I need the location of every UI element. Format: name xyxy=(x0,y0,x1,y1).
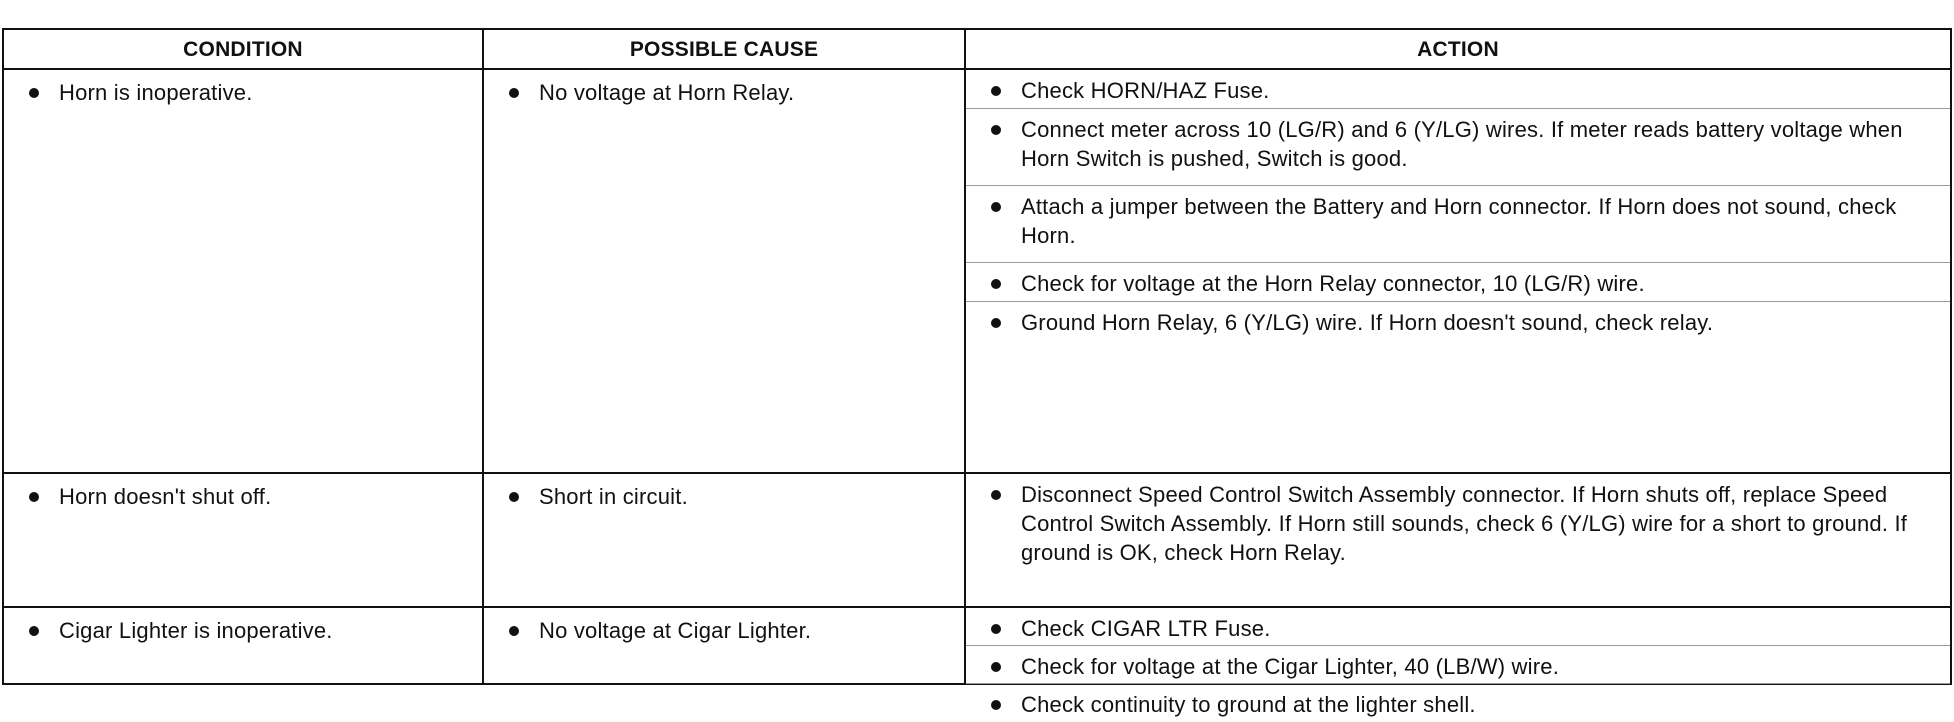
action-text: Check HORN/HAZ Fuse. xyxy=(1021,78,1270,103)
condition-text: Horn is inoperative. xyxy=(59,80,253,105)
list-item xyxy=(966,302,1950,374)
bullet-icon xyxy=(991,86,1001,96)
action-text: Check for voltage at the Horn Relay connector, 10 (LG/R) wire. xyxy=(1021,271,1645,296)
list-item xyxy=(4,70,482,107)
row-2-action-cell xyxy=(966,474,1950,608)
header-possible-cause: POSSIBLE CAUSE xyxy=(484,30,966,70)
list-item xyxy=(966,263,1950,302)
list-item xyxy=(4,608,482,645)
list-item xyxy=(484,474,964,511)
bullet-icon xyxy=(991,624,1001,634)
bullet-icon xyxy=(991,662,1001,672)
list-item xyxy=(966,474,1950,573)
bullet-icon xyxy=(29,492,39,502)
list-item xyxy=(484,70,964,107)
row-1-cause-cell xyxy=(484,70,966,474)
list-item xyxy=(966,608,1950,646)
bullet-icon xyxy=(509,88,519,98)
list-item xyxy=(966,186,1950,263)
action-text: Connect meter across 10 (LG/R) and 6 (Y/LG) wires. If meter reads battery voltage when Horn Switch is pushed, Switch is good. xyxy=(1021,117,1903,171)
cause-text: No voltage at Horn Relay. xyxy=(539,80,795,105)
list-item xyxy=(966,684,1950,722)
row-3-condition-cell xyxy=(4,608,484,685)
list-item xyxy=(966,646,1950,684)
action-text: Disconnect Speed Control Switch Assembly connector. If Horn shuts off, replace Speed Control Switch Assembly. If Horn still sounds, check 6 (Y/LG) wire for a short to ground. If ground is OK, check Horn Relay. xyxy=(1021,482,1908,565)
list-item xyxy=(966,109,1950,186)
condition-text: Cigar Lighter is inoperative. xyxy=(59,618,333,643)
bullet-icon xyxy=(991,279,1001,289)
bullet-icon xyxy=(991,490,1001,500)
bullet-icon xyxy=(991,202,1001,212)
list-item xyxy=(484,608,964,645)
row-3-action-cell xyxy=(966,608,1950,717)
bullet-icon xyxy=(29,626,39,636)
diagnosis-table xyxy=(2,28,1952,717)
row-2-condition-cell xyxy=(4,474,484,608)
cause-text: No voltage at Cigar Lighter. xyxy=(539,618,812,643)
condition-text: Horn doesn't shut off. xyxy=(59,484,272,509)
row-1-action-cell xyxy=(966,70,1950,474)
bullet-icon xyxy=(509,626,519,636)
action-text: Check for voltage at the Cigar Lighter, 40 (LB/W) wire. xyxy=(1021,654,1560,679)
row-2-cause-cell xyxy=(484,474,966,608)
list-item xyxy=(4,474,482,511)
bullet-icon xyxy=(509,492,519,502)
bullet-icon xyxy=(991,700,1001,710)
row-3-cause-cell xyxy=(484,608,966,685)
row-1-condition-cell xyxy=(4,70,484,474)
bullet-icon xyxy=(991,125,1001,135)
action-text: Check continuity to ground at the lighter shell. xyxy=(1021,692,1476,717)
header-condition: CONDITION xyxy=(4,30,484,70)
header-action: ACTION xyxy=(966,30,1950,70)
list-item xyxy=(966,70,1950,109)
bullet-icon xyxy=(29,88,39,98)
cause-text: Short in circuit. xyxy=(539,484,688,509)
bullet-icon xyxy=(991,318,1001,328)
action-text: Check CIGAR LTR Fuse. xyxy=(1021,616,1271,641)
action-text: Ground Horn Relay, 6 (Y/LG) wire. If Horn doesn't sound, check relay. xyxy=(1021,310,1714,335)
action-text: Attach a jumper between the Battery and Horn connector. If Horn does not sound, check Horn. xyxy=(1021,194,1897,248)
